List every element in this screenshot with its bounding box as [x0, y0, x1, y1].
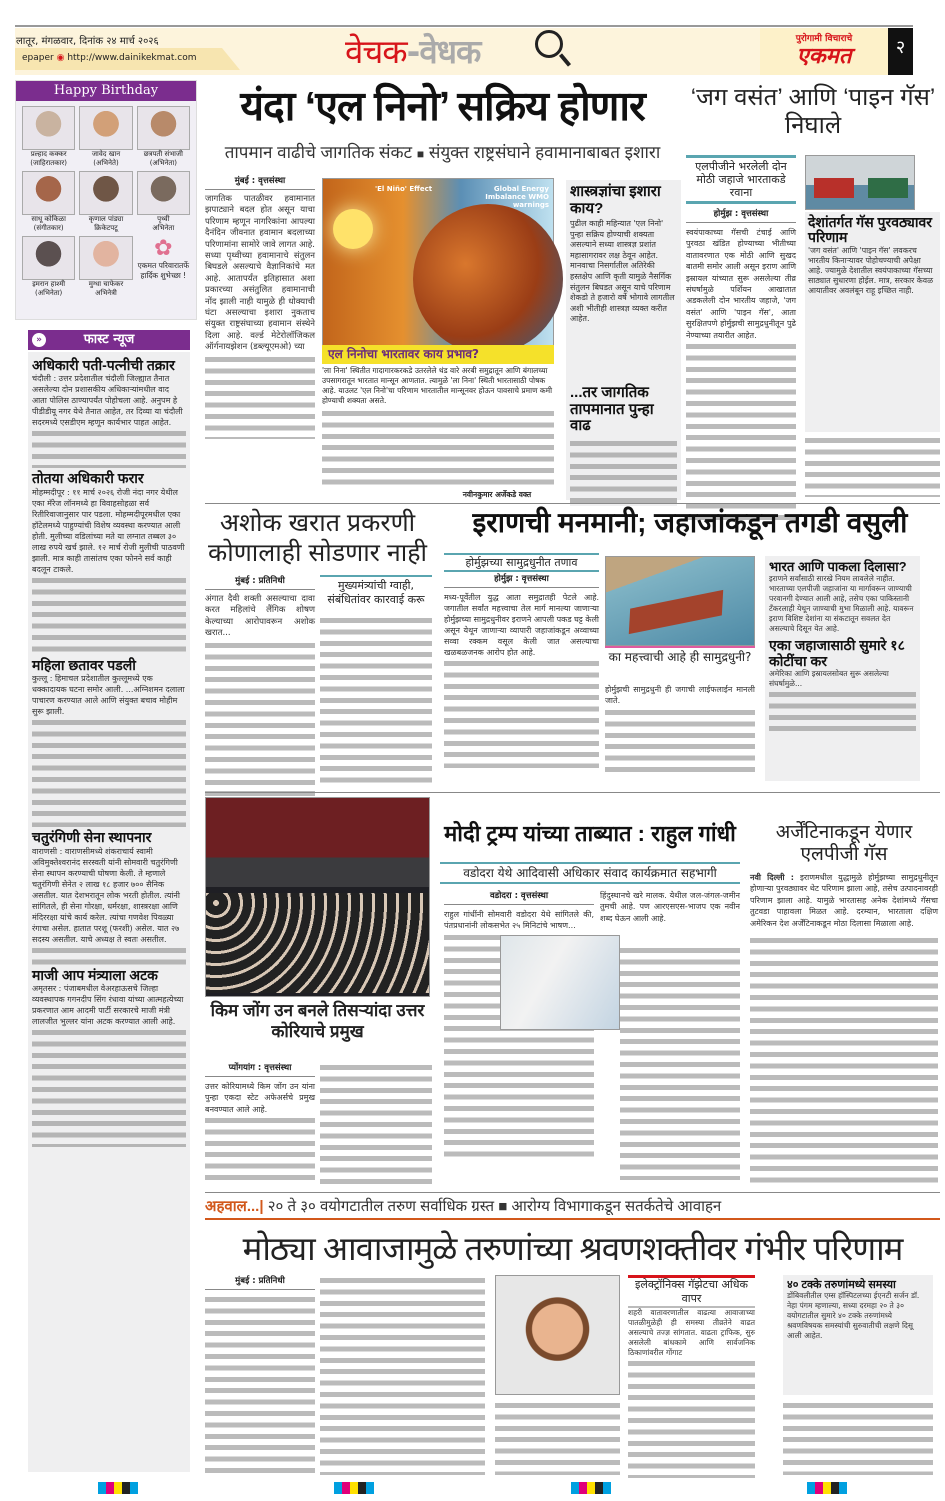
kim-headline: किम जोंग उन बनले तिसऱ्यांदा उत्तर कोरियाचे प्रमुख: [210, 1001, 425, 1042]
iran-dateline: होर्मुझ : वृत्तसंस्था: [444, 573, 599, 588]
birthday-person: [22, 171, 75, 233]
birthday-panel: [15, 80, 197, 320]
section-logo-b: -वेधक: [406, 32, 481, 71]
rahul-body-2: हिंदुस्थानचे खरे मालक. येथील जल-जंगल-जमीन तुमची आहे. पण आरएसएस-भाजप एक नवीन शब्द घेऊन आली आहे.: [600, 891, 740, 923]
fast-news-item-body: वाराणसी : वाराणसीमध्ये शंकराचार्य स्वामी अविमुक्तेश्वरानंद सरस्वती यांनी सोमवारी चतुरंगिणी सेना स्थापन करण्याची घोषणा केली. ते म्हणाले चतुरंगिणी सेनेत २ लाख १८ हजार ७०० सैनिक असतील. यात देशभरातून लोक भरती होतील. त्यांनी सांगितले, ही सेना गोरक्षा, धर्मरक्षा, शास्त्ररक्षा आणि मंदिररक्षा यांचे कार्य करेल. त्यांचा गणवेश पिवळ्या रंगाचा असेल. हातात परशू (फरशी) असेल. यात २७ सदस्य असतील. याचे अध्यक्ष ते स्वतः असतील.: [32, 846, 180, 944]
fast-news-item-body: चंदौली : उत्तर प्रदेशातील चंदौली जिल्ह्यात तैनात असलेल्या दोन प्रशासकीय अधिकाऱ्यांमधील वाद आता पोलिस ठाण्यापर्यंत पोहोचला आहे. अनुपम हे पीडीडीयू नगर येथे तैनात आहेत, तर दिव्या या चंदौली सदरमध्ये एसडीएम म्हणून कार्यभार पाहत आहेत.: [32, 374, 183, 428]
lpg-sub: एलपीजीने भरलेली दोन मोठी जहाजे भारताकडे रवाना: [686, 155, 796, 204]
tanker-ship: [629, 590, 723, 634]
forty-percent-body: डोंबिवलीतील एम्स हॉस्पिटलच्या ईएनटी सर्जन डॉ. नेहा पंगम म्हणाल्या, सध्या दरमहा २० ते ३० वयोगटातील सुमारे ४० टक्के तरुणांमध्ये श्रवणविषयक समस्यांची सुरुवातीची लक्षणे दिसू आली आहेत.: [787, 1291, 920, 1341]
hearing-dateline: मुंबई : प्रतिनिधी: [205, 1275, 315, 1290]
birthday-person: [22, 236, 75, 298]
image-caption-title: एल निनोचा भारतावर काय प्रभाव?: [322, 345, 554, 364]
fast-news-item-title: तोतया अधिकारी फरार: [32, 470, 144, 487]
person-role: क्रिकेटपटू: [94, 224, 118, 232]
birthday-person: [137, 106, 190, 168]
temperature-title: ...तर जागतिक तापमानात पुन्हा वाढ: [570, 384, 654, 434]
divider: [205, 792, 940, 793]
gadgets-box: [628, 1275, 755, 1478]
rahul-body-3: [620, 945, 740, 1180]
relief-title: भारत आणि पाकला दिलासा?: [769, 559, 907, 574]
person-name: इमरान हाश्मी: [32, 280, 66, 288]
hearing-headline: मोठ्या आवाजामुळे तरुणांच्या श्रवणशक्तीवर गंभीर परिणाम: [242, 1230, 903, 1267]
birthday-person: [137, 171, 190, 233]
gadgets-title: इलेक्ट्रॉनिक्स गॅझेटचा अधिक वापर: [628, 1278, 755, 1308]
person-name: प्रल्हाद कक्कर: [30, 150, 67, 158]
fast-news-item-body: मोहम्मदीपूर : ११ मार्च २०२६ रोजी नंदा नगर येथील एका मॅरेज लॉनमध्ये हा विवाहसोहळा सर्व रितीरिवाजानुसार पार पडला. मोहम्मदीपूरमधील एका हॉटेलमध्ये पाहुण्यांची विशेष व्यवस्था करण्यात आली होती. मुलीच्या वडिलांच्या मते या लग्नात तब्बल ३० लाख रुपये खर्च झाले. १२ मार्च रोजी मुलीची पाठवणी झाली. मात्र काही तासांतच एका फोनने सर्व काही बदलून टाकले.: [32, 487, 185, 574]
fast-news-item-title: अधिकारी पती-पत्नीची तक्रार: [32, 357, 175, 373]
man-covering-ears-image: [495, 1275, 620, 1395]
person-role: (अभिनेता): [149, 159, 177, 167]
globe-icon: ◉: [56, 53, 65, 63]
domestic-gas-title: देशांतर्गत गॅस पुरवठ्यावर परिणाम: [808, 214, 932, 246]
person-name: जावेद खान: [91, 150, 121, 158]
hearing-kicker: अहवाल...|: [205, 1198, 264, 1215]
epaper-url[interactable]: http://www.dainikekmat.com: [67, 53, 197, 63]
avatar: [22, 106, 75, 150]
fast-news-item-title: माजी आप मंत्र्याला अटक: [32, 966, 158, 983]
birthday-person: [79, 171, 132, 233]
fast-news-item-title: चतुरंगिणी सेना स्थापनार: [32, 829, 152, 846]
birthday-title: Happy Birthday: [16, 81, 196, 101]
rahul-gandhi-image: [500, 935, 620, 1030]
avatar: [79, 171, 132, 215]
fast-news-item-title: महिला छतावर पडली: [32, 656, 136, 673]
argentina-headline: अर्जेंटिनाकडून येणार एलपीजी गॅस: [775, 822, 913, 865]
epaper-label: epaper: [22, 53, 54, 63]
hearing-body-4: [783, 1400, 933, 1475]
person-name: छत्रपती संभाजी: [143, 150, 183, 158]
person-role: अभिनेता: [152, 224, 175, 232]
page-number: २: [888, 28, 913, 75]
fast-news-item: [32, 830, 186, 964]
photo-rule: [605, 646, 755, 648]
kim-dateline: प्योंगयांग : वृत्तसंस्था: [205, 1062, 315, 1077]
hearing-strap-a: २० ते ३० वयोगटातील तरुण सर्वाधिक ग्रस्त: [267, 1198, 495, 1215]
argentina-body-continued: [750, 935, 938, 1185]
avatar: [137, 106, 190, 150]
avatar: [79, 106, 132, 150]
kharat-body: अंगात दैवी शक्ती असल्याचा दावा करत महिलांचे लैंगिक शोषण केल्याच्या आरोपावरून अशोक खरात...: [205, 594, 315, 639]
birthday-person: [79, 236, 132, 298]
kharat-sub: मुख्यमंत्र्यांची ग्वाही, संबंधितांवर कारवाई करू: [320, 575, 432, 607]
section-logo: [345, 28, 480, 73]
kim-body-2: [320, 1062, 432, 1187]
person-name: पृथ्वी: [157, 215, 170, 223]
hearing-body-2: [320, 1275, 485, 1475]
wish-text: एकमत परिवारातर्फे हार्दिक शुभेच्छा !: [137, 261, 190, 280]
rahul-sub: वडोदरा येथे आदिवासी अधिकार संवाद कार्यक्रमात सहभागी: [440, 862, 740, 884]
kim-column: [205, 1062, 315, 1180]
birthday-person: [22, 106, 75, 168]
birthday-person: [79, 106, 132, 168]
kharat-dateline: मुंबई : प्रतिनिधी: [205, 575, 315, 590]
hearing-strap: अहवाल...| २० ते ३० वयोगटातील तरुण सर्वाधिक ग्रस्त ■ आरोग्य विभागाकडून सतर्कतेचे आवाहन: [205, 1196, 940, 1220]
avatar: [22, 171, 75, 215]
argentina-dateline: नवी दिल्ली :: [750, 873, 794, 882]
image-label-wmo: Global Energy Imbalance WMO warnings: [485, 185, 549, 209]
tanker-image: [605, 556, 755, 646]
lpg-column: [686, 208, 796, 521]
avatar: [22, 236, 75, 280]
divider: [205, 503, 940, 504]
green-ship: [868, 178, 908, 198]
scientists-body: पुढील काही महिन्यात 'एल निनो' पुन्हा सक्रिय होण्याची शक्यता असल्याने सध्या शास्त्रज्ञ प्रशांत महासागरावर लक्ष ठेवून आहेत. मानवाचा निसर्गातील अतिरेकी हस्तक्षेप आणि कृती यामुळे नैसर्गिक संतुलन बिघडत असून याचे परिणाम शेकडो ते हजारो वर्षे भोगावे लागतील अशी भीतीही शास्त्रज्ञ व्यक्त करीत आहेत.: [570, 219, 675, 324]
kim-jong-un-image: [205, 797, 430, 997]
top-rule: [15, 25, 913, 27]
lead-body: जागतिक पातळीवर हवामानात झपाट्याने बदल होत असून याचा परिणाम म्हणून नागरिकांना आपल्या दैनंदिन जीवनात हवामान बदलाच्या परिणामांना सामोरे जावे लागत आहे. सध्या पृथ्वीच्या हवामानाचे संतुलन बिघडले असल्याचे वैज्ञानिकांचे मत आहे. आतापर्यंत इतिहासात अशा प्रकारच्या असंतुलित हवामानाची नोंद झाली नाही यामुळे ही धोक्याची घंटा असल्याचा इशारा नुकताच संयुक्त राष्ट्रसंघाच्या हवामान संस्थेने दिला आहे. वर्ल्ड मेटेरोलॉजिकल ऑर्गनायझेशन (डब्ल्यूएमओ) च्या: [205, 194, 315, 353]
print-registration-marks: [0, 1482, 945, 1494]
tax-body: अमेरिका आणि इस्रायलसोबत सुरू असलेल्या संघर्षामुळे...: [769, 669, 889, 689]
brand-logo: एकमत: [796, 44, 852, 69]
avatar: [79, 236, 132, 280]
fast-news-item: [32, 968, 186, 1147]
fast-news-title: फास्ट न्यूज: [83, 332, 135, 347]
strait-column: [605, 684, 755, 777]
rahul-headline: मोदी ट्रम्प यांच्या ताब्यात : राहुल गांधी: [444, 821, 736, 846]
person-role: (जाहिरातकार): [30, 159, 68, 167]
iran-sub: होर्मुझच्या सामुद्रधुनीत तणाव: [444, 553, 599, 572]
rahul-dateline: वडोदरा : वृत्तसंस्था: [444, 890, 594, 905]
kharat-body-2: [320, 615, 432, 785]
magnifier-icon: [535, 30, 563, 58]
bouquet-icon: ✿: [154, 236, 173, 261]
strait-body: होर्मुझची सामुद्रधुनी ही जगाची लाईफलाईन मानली जाते.: [605, 685, 755, 706]
chevron-down-icon: »: [32, 333, 46, 347]
sun-illustration: [333, 209, 373, 249]
lead-body-continued: [322, 408, 554, 488]
rahul-column-2: [600, 890, 740, 924]
iran-body: मध्य-पूर्वेतील युद्ध आता समुद्रातही पेटले आहे. जगातील सर्वांत महत्त्वाचा तेल मार्ग मानल्या जाणाऱ्या होर्मुझच्या सामुद्रधुनीवर इराणने आपली पकड घट्ट केली असून येथून जाणाऱ्या व्यापारी जहाजांकडून अव्वाच्या सव्वा रक्कम वसूल केली जात असल्याचा खळबळजनक आरोप होत आहे.: [444, 593, 599, 657]
brand-box: [760, 28, 888, 75]
divider: [205, 1192, 940, 1193]
relief-box: [765, 556, 920, 781]
birthday-wish: [137, 236, 190, 298]
scientists-title: शास्त्रज्ञांचा इशारा काय?: [570, 183, 661, 217]
temperature-box: [566, 385, 681, 500]
fast-news-item-body: कुल्लू : हिमाचल प्रदेशातील कुल्लूमध्ये एक धक्कादायक घटना समोर आली. ...अग्निशमन दलाला पाचारण करण्यात आले आणि संयुक्त बचाव मोहीम सुरू झाली.: [32, 674, 185, 717]
lead-sub-a: तापमान वाढीचे जागतिक संकट: [224, 143, 413, 162]
fast-news-item: [32, 358, 186, 468]
lpg-dateline: होर्मुझ : वृत्तसंस्था: [686, 208, 796, 223]
fast-news-item: [32, 471, 186, 654]
el-nino-image: [322, 178, 554, 348]
iran-headline: इराणची मनमानी; जहाजांकडून तगडी वसुली: [472, 507, 908, 538]
lead-headline: यंदा ‘एल निनो’ सक्रिय होणार: [240, 83, 645, 129]
forty-percent-title: ४० टक्के तरुणांमध्ये समस्या: [787, 1279, 896, 1291]
lpg-headline: ‘जग वसंत’ आणि ‘पाइन गॅस’ निघाले: [690, 84, 936, 139]
assembly-crowd: [206, 893, 429, 993]
person-role: अभिनेत्री: [95, 289, 117, 297]
lead-subheadline: तापमान वाढीचे जागतिक संकट ■ संयुक्त राष्ट्रसंघाने हवामानाबाबत इशारा: [224, 143, 661, 162]
domestic-gas-continued: [805, 435, 940, 497]
gadgets-body: शहरी वातावरणातील वाढत्या आवाजाच्या पातळीमुळेही ही समस्या तीव्रतेने वाढत असल्याचे तज्ज्ञ सांगतात. वाढता ट्राफिक, सुरु असलेली बांधकामे आणि सार्वजनिक ठिकाणांवरील गोंगाट: [628, 1308, 755, 1357]
lead-dateline: मुंबई : वृत्तसंस्था: [205, 175, 315, 190]
strait-title: का महत्त्वाची आहे ही सामुद्रधुनी?: [608, 650, 752, 664]
tax-title: एका जहाजासाठी सुमारे १८ कोटींचा कर: [769, 637, 905, 669]
epaper-link[interactable]: [22, 53, 196, 63]
lpg-body: स्वयंपाकाच्या गॅसची टंचाई आणि पुरवठा खंडित होण्याच्या भीतीच्या वातावरणात एक मोठी आणि सुखद बातमी समोर आली असून इराण आणि इस्रायल यांच्यात सुरू असलेल्या तीव्र संघर्षामुळे पर्शियन आखातात अडकलेली दोन भारतीय जहाजे, 'जग वसंत' आणि 'पाइन गॅस', आता सुरक्षितपणे होर्मुझची सामुद्रधुनीतून पुढे नेण्याच्या तयारीत आहेत.: [686, 228, 796, 340]
hearing-column: [205, 1275, 315, 1479]
domestic-gas-box: [805, 212, 940, 432]
rahul-body: राहुल गांधींनी सोमवारी वडोदरा येथे सांगितले की, पंतप्रधानांनी लोकसभेत २५ मिनिटांचे भाषण...: [444, 910, 594, 931]
brand-tagline: पुरोगामी विचाराचे: [795, 34, 853, 44]
person-role: (अभिनेते): [93, 159, 119, 167]
kim-body: उत्तर कोरियामध्ये किम जोंग उन यांना पुन्हा एकदा स्टेट अफेअर्सचे प्रमुख बनवण्यात आले आहे.: [205, 1082, 315, 1114]
scientists-warning-box: [566, 180, 681, 385]
fast-news-item: [32, 658, 186, 827]
dateline: लातूर, मंगळवार, दिनांक २४ मार्च २०२६: [16, 36, 159, 47]
person-name: मुग्धा चाफेकर: [88, 280, 124, 288]
lead-column-1: [205, 175, 315, 439]
lead-sub-b: संयुक्त राष्ट्रसंघाने हवामानाबाबत इशारा: [428, 143, 661, 162]
person-role: (अभिनेता): [35, 289, 63, 297]
red-ship: [814, 178, 854, 198]
person-name: साधू कोकिळा: [31, 215, 66, 223]
hearing-body-3: [495, 1400, 620, 1475]
iran-column: [444, 573, 599, 768]
hearing-strap-b: आरोग्य विभागाकडून सतर्कतेचे आवाहन: [511, 1198, 722, 1215]
kharat-column: [205, 575, 315, 810]
fast-news-item-body: अमृतसर : पंजाबमधील वेअरहाऊसचे जिल्हा व्यवस्थापक गगनदीप सिंग रंधावा यांच्या आत्महत्येच्या प्रकरणात आम आदमी पार्टी सरकारचे माजी मंत्री लालजीत भुल्लर यांना अटक करण्यात आली आहे.: [32, 983, 184, 1026]
globe-illustration: [413, 204, 563, 354]
lpg-ships-image: [805, 155, 915, 210]
argentina-text: इराणमधील युद्धामुळे होर्मुझच्या सामुद्रधुनीतून होणाऱ्या पुरवठ्यावर थेट परिणाम झाला आहे, तसेच उत्पादनावरही परिणाम झाला आहे. यामुळे भारतासह अनेक देशांमध्ये गॅसचा तुटवडा पाहावला मिळत आहे. दरम्यान, भारताला दक्षिण अमेरिकन देश अर्जेंटिनाकडून मोठा दिलासा मिळाला आहे.: [750, 873, 939, 928]
argentina-body: [750, 872, 938, 929]
forty-percent-box: [783, 1275, 933, 1395]
image-label-el-nino: 'El Niño' Effect: [375, 185, 433, 193]
relief-body: इराणने सर्वांसाठी सारखे नियम लावलेले नाहीत. भारताच्या एलपीजी जहाजांना या मार्गावरून जाण्याची परवानगी देण्यात आली आहे, तसेच एका पाकिस्तानी टँकरलाही येथून जाण्याची मुभा मिळाली आहे. यावरून इराण विशिष्ट देशांना या संकटातून सवलत देत असल्याचे दिसून येत आहे.: [769, 574, 914, 634]
person-name: कृणाल पांड्या: [88, 215, 124, 223]
fast-news-header: [28, 330, 190, 350]
domestic-gas-body: 'जग वसंत' आणि 'पाइन गॅस' लवकरच भारतीय किनाऱ्यावर पोहोचण्याची अपेक्षा आहे. ज्यामुळे देशातील स्वयंपाकाच्या गॅसच्या साठ्यात सुधारणा होईल. मात्र, सरकार केवळ आयातीवर अवलंबून राहू इच्छित नाही.: [808, 245, 933, 295]
image-caption: 'ला निना' स्थितीत गादागारकरकडे उतरलेले थंड वारे अरबी समुद्रातून आणि बंगालच्या उपसागरातून भारतात मान्सून आणतात. त्यामुळे 'ला निना' स्थिती भारतासाठी पोषक आहे. याउलट 'एल निनो'चा परिणाम भारतातील मान्सूनवर होऊन पावसाचे प्रमाण कमी होण्याची शक्यता असते.: [322, 366, 553, 405]
fast-news-list: [28, 352, 190, 1472]
kharat-headline: अशोक खरात प्रकरणी कोणालाही सोडणार नाही: [208, 509, 427, 567]
section-logo-a: वेचक: [345, 32, 407, 71]
lead-byline: नवीनकुमार अर्जेकडे वक्त: [462, 490, 532, 499]
avatar: [137, 171, 190, 215]
person-role: (संगीतकार): [33, 224, 64, 232]
